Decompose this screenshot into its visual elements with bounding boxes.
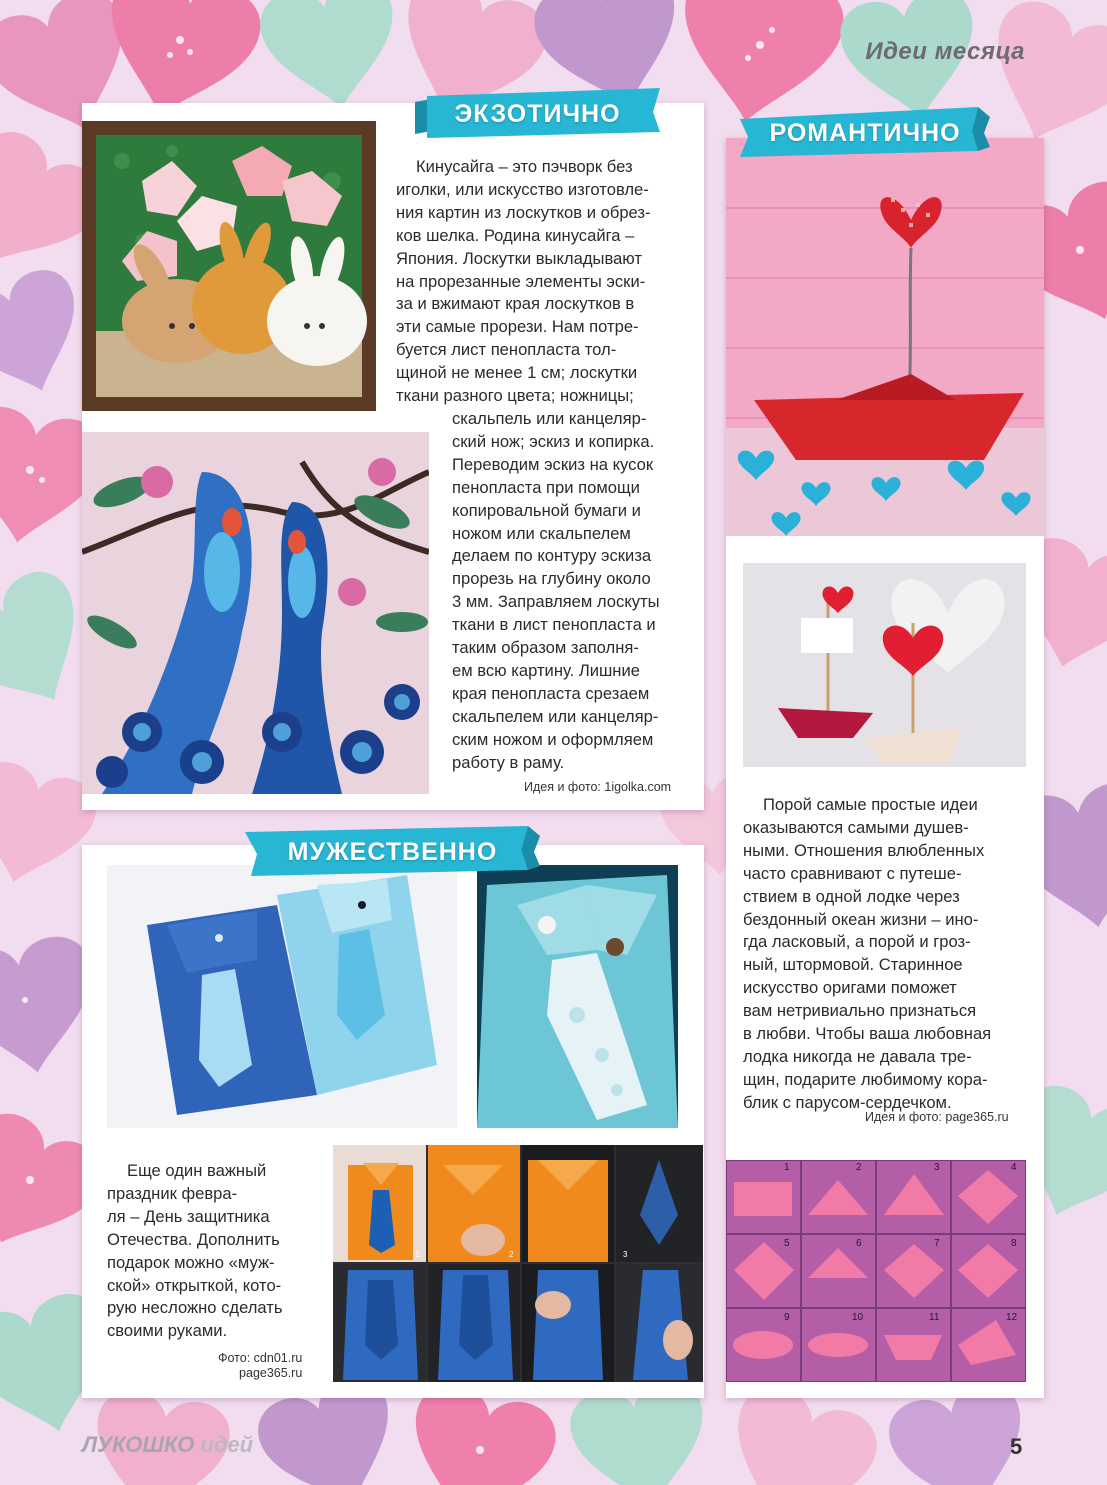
exotic-paragraph-top: Кинусайга – это пэчворк без иголки, или искусство изготовле- ния картин из лоскутков и обрез- ков шелка. Родина кинусайга – Япония. Лоскутки выкладывают на прорезанные элементы эски- за и вжимают края лоскутков в эти самые прорези. Нам потре- буется лист пенопласта тол- щиной не менее 1 см; лоскутки ткани разного цвета; ножницы; [396, 157, 651, 406]
bunnies-patchwork-photo [82, 121, 376, 411]
origami-step-1-label: 1 [784, 1162, 790, 1173]
brand-subtitle: идей [200, 1432, 254, 1457]
manly-text [107, 1160, 322, 1343]
exotic-text-top [396, 156, 696, 408]
manly-credit: Фото: cdn01.ru page365.ru [218, 1351, 303, 1380]
origami-step-7-label: 7 [934, 1238, 940, 1249]
origami-step-11-label: 11 [929, 1312, 940, 1323]
section-rubric: Идеи месяца [865, 38, 1025, 65]
origami-step-10-label: 10 [852, 1312, 864, 1323]
origami-step-5-label: 5 [784, 1238, 790, 1249]
magazine-brand [82, 1432, 253, 1458]
exotic-title: ЭКЗОТИЧНО [454, 99, 621, 128]
brand-name: ЛУКОШКО [82, 1432, 195, 1457]
romantic-paragraph: Порой самые простые идеи оказываются самыми душев- ными. Отношения влюбленных часто сравнивают с путеше- ствием в одной лодке через бездонный океан жизни – ино- гда ласковый, а порой и гроз- ный, штормовой. Старинное искусство оригами поможет вам нетривиально признаться в любви. Чтобы ваша любовная лодка никогда не давала тре- щин, подарите любимому кора- блик с парусом-сердечком. [743, 795, 992, 1112]
origami-step-12-label: 12 [1006, 1312, 1018, 1323]
exotic-text-bottom [452, 408, 702, 775]
origami-step-2-label: 2 [856, 1162, 862, 1173]
exotic-credit: Идея и фото: 1igolka.com [524, 780, 672, 794]
manly-banner [245, 826, 540, 878]
shirt-step-1-label: 1 [415, 1250, 420, 1259]
origami-step-9-label: 9 [784, 1312, 790, 1323]
origami-boat-steps-grid [726, 1160, 1026, 1382]
shirt-cards-blue-photo [107, 865, 457, 1128]
romantic-credit: Идея и фото: page365.ru [865, 1110, 1009, 1124]
origami-step-6-label: 6 [856, 1238, 862, 1249]
exotic-banner [415, 88, 660, 140]
manly-title: МУЖЕСТВЕННО [287, 837, 498, 866]
exotic-paragraph-bottom: скальпель или канцеляр- ский нож; эскиз и копирка. Переводим эскиз на кусок пенопласта при помощи копировальной бумаги и ножом или скальпелем делаем по контуру эскиза прорезь на глубину около 3 мм. Заправляем лоскуты ткани в лист пенопласта и таким образом заполня- ем всю картину. Лишние края пенопласта срезаем скальпелем или канцеляр- ским ножом и оформляем работу в раму. [452, 409, 660, 772]
red-paper-boat-photo [726, 138, 1044, 536]
page-number: 5 [1010, 1434, 1023, 1459]
shirt-step-2-label: 2 [509, 1250, 514, 1259]
shirt-card-patterned-tie-photo [477, 865, 678, 1128]
shirt-step-3-label: 3 [623, 1250, 628, 1259]
origami-step-3-label: 3 [934, 1162, 940, 1173]
romantic-title: РОМАНТИЧНО [769, 118, 961, 147]
romantic-text [743, 794, 1033, 1115]
origami-step-8-label: 8 [1011, 1238, 1017, 1249]
peacocks-patchwork-photo [82, 432, 429, 794]
manly-paragraph: Еще один важный праздник февра- ля – День защитника Отечества. Дополнить подарок можно «муж- ской» открыткой, кото- рую несложно сделать своими руками. [107, 1161, 283, 1341]
origami-step-4-label: 4 [1011, 1162, 1017, 1173]
shirt-card-steps-grid [333, 1145, 703, 1382]
romantic-banner [740, 107, 990, 159]
heart-sail-boats-photo [743, 563, 1026, 767]
